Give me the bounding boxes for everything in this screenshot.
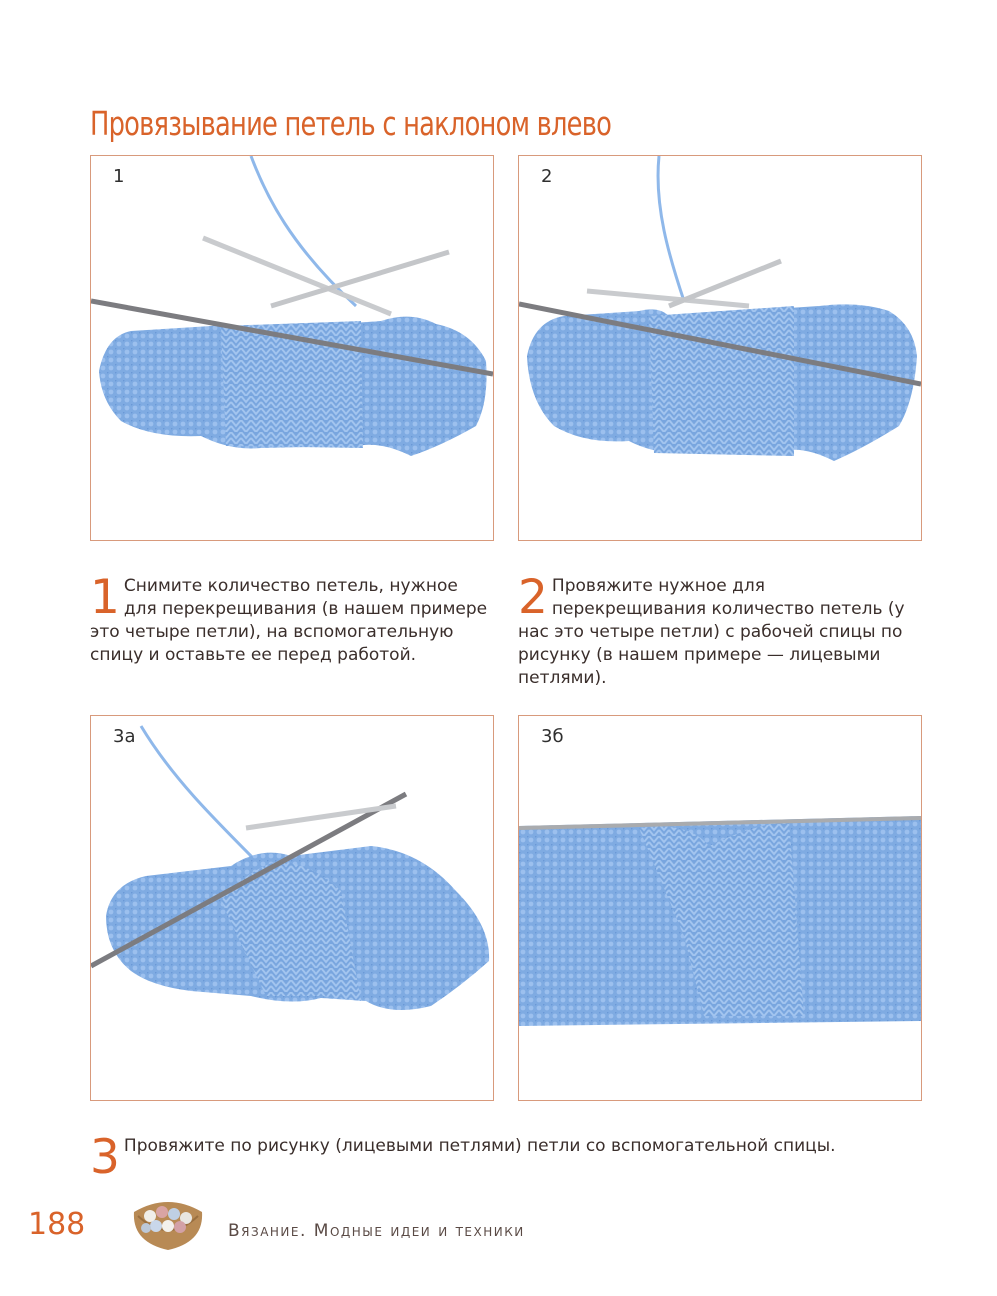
figure-label: 3а (113, 726, 136, 747)
step-3 (90, 1130, 920, 1185)
figure-3b (518, 715, 922, 1101)
page-number: 188 (28, 1207, 86, 1242)
knitting-photo-1 (91, 156, 493, 540)
step-text: Снимите количество петель, нужное для перекрещивания (в нашем примере это четыре петли), на вспомогательную спицу и оставьте ее перед работой. (90, 576, 488, 665)
step-2 (518, 570, 920, 690)
figure-2 (518, 155, 922, 541)
step-number: 3 (90, 1130, 120, 1185)
knitting-photo-2 (519, 156, 921, 540)
page-title: Провязывание петель с наклоном влево (90, 104, 612, 144)
step-text: Провяжите по рисунку (лицевыми петлями) петли со вспомогательной спицы. (123, 1136, 836, 1156)
figure-3a (90, 715, 494, 1101)
book-title: Вязание. Модные идеи и техники (228, 1221, 525, 1241)
step-number: 2 (518, 570, 548, 625)
figure-label: 2 (541, 166, 553, 187)
knitting-photo-3b (519, 716, 921, 1100)
step-1 (90, 570, 495, 667)
step-text: Провяжите нужное для перекрещивания количество петель (у нас это четыре петли) с рабочей спицы по рисунку (в нашем примере — лицевыми петлями). (518, 576, 905, 688)
step-number: 1 (90, 570, 120, 625)
yarn-basket-icon (128, 1194, 208, 1254)
figure-label: 3б (541, 726, 564, 747)
figure-1 (90, 155, 494, 541)
figure-label: 1 (113, 166, 125, 187)
knitting-photo-3a (91, 716, 493, 1100)
